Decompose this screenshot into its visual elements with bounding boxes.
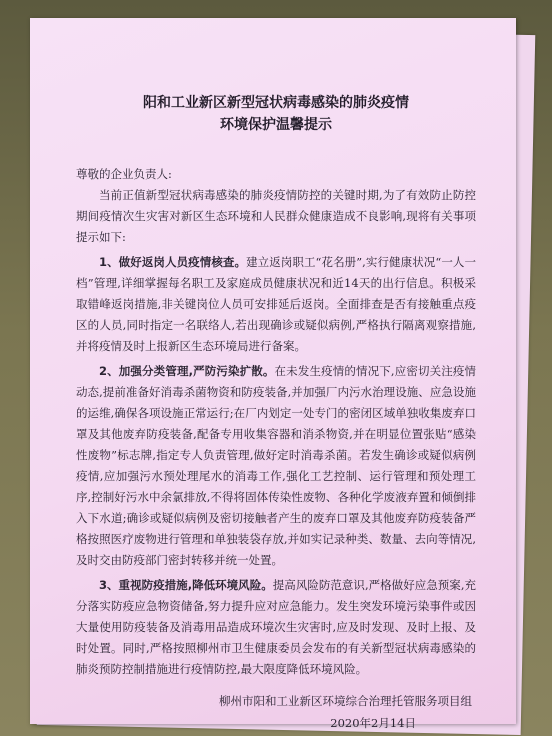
document-title <box>76 92 476 136</box>
signature-block <box>76 690 476 734</box>
item-2-heading: 2、加强分类管理,严防污染扩散。 <box>99 364 275 378</box>
signature-date: 2020年2月14日 <box>330 716 416 730</box>
intro-paragraph: 当前正值新型冠状病毒感染的肺炎疫情防控的关键时期,为了有效防止防控期间疫情次生灾害对新区生态环境和人民群众健康造成不良影响,现将有关事项提示如下: <box>76 188 476 244</box>
item-1-heading: 1、做好返岗人员疫情核查。 <box>99 255 247 269</box>
signature-organization: 柳州市阳和工业新区环境综合治理托管服务项目组 <box>219 694 472 708</box>
item-3-heading: 3、重视防疫措施,降低环境风险。 <box>99 578 273 592</box>
item-3-paragraph <box>76 575 476 680</box>
item-1-body: 建立返岗职工“花名册”,实行健康状况“一人一档”管理,详细掌握每名职工及家庭成员健康状况和近14天的出行信息。积极采取错峰返岗措施,非关键岗位人员可安排延后返岗。全面排查是否有接触重点疫区的人员,同时指定一名联络人,若出现确诊或疑似病例,严格执行隔离观察措施,并将疫情及时上报新区生态环境局进行备案。 <box>76 255 476 353</box>
item-2-body: 在未发生疫情的情况下,应密切关注疫情动态,提前准备好消毒杀菌物资和防疫装备,并加强厂内污水治理设施、应急设施的运维,确保各项设施正常运行;在厂内划定一处专门的密闭区域单独收集废弃口罩及其他废弃防疫装备,配备专用收集容器和消杀物资,并在明显位置张贴“感染性废物”标志牌,指定专人负责管理,做好定时消毒杀菌。若发生确诊或疑似病例疫情,应加强污水预处理尾水的消毒工作,强化工艺控制、运行管理和预处理工序,控制好污水中余氯排放,不得将固体传染性废物、各种化学废液弃置和倾倒排入下水道;确诊或疑似病例及密切接触者产生的废弃口罩及其他废弃防疫装备严格按照医疗废物进行管理和单独装袋存放,并如实记录种类、数量、去向等情况,及时交由防疫部门密封转移并统一处置。 <box>76 364 477 567</box>
item-3-body: 提高风险防范意识,严格做好应急预案,充分落实防疫应急物资储备,努力提升应对应急能力。发生突发环境污染事件或因大量使用防疫装备及消毒用品造成环境次生灾害时,应及时发现、及时上报、及时处置。同时,严格按照柳州市卫生健康委员会发布的有关新型冠状病毒感染的肺炎预防控制措施进行疫情防控,最大限度降低环境风险。 <box>76 578 477 676</box>
item-1-paragraph <box>76 252 476 357</box>
title-line-2: 环境保护温馨提示 <box>220 117 332 133</box>
notice-document <box>30 18 516 730</box>
title-line-1: 阳和工业新区新型冠状病毒感染的肺炎疫情 <box>143 95 409 111</box>
item-2-paragraph <box>76 361 476 571</box>
greeting: 尊敬的企业负责人: <box>76 167 172 181</box>
